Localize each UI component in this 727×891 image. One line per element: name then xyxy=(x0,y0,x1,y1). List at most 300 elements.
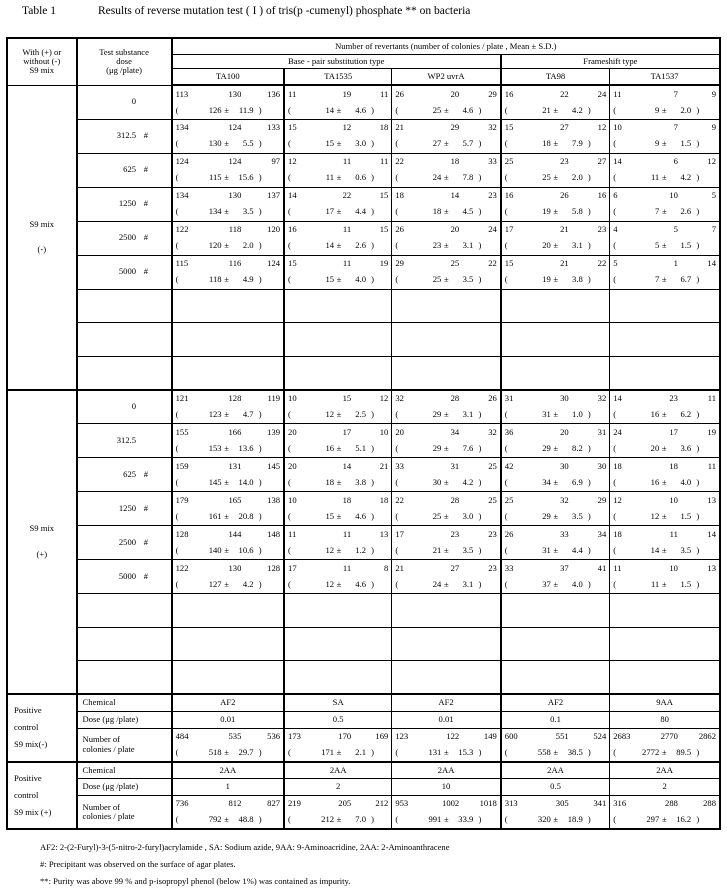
colony-count: 313 xyxy=(504,798,518,809)
plus-minus: ± xyxy=(661,814,667,825)
cell-ta1537 xyxy=(610,187,720,221)
colony-count: 5 xyxy=(711,190,716,201)
plus-minus: ± xyxy=(224,172,229,183)
mean-value: 25 xyxy=(432,510,442,521)
plus-minus: ± xyxy=(336,510,342,521)
s9-plus-label-line: S9 mix xyxy=(29,523,55,534)
mean-sd xyxy=(395,509,496,525)
mean-sd xyxy=(288,136,388,152)
mean-sd xyxy=(176,204,280,220)
colony-count: 17 xyxy=(669,426,678,437)
open-paren: ( xyxy=(288,746,291,757)
empty-cell xyxy=(610,289,720,323)
close-paren: ) xyxy=(258,578,262,589)
s9-minus-row xyxy=(7,119,720,153)
plus-minus: ± xyxy=(661,510,667,521)
colony-count: 14 xyxy=(342,460,352,471)
close-paren: ) xyxy=(258,476,262,487)
sd-value: 15.6 xyxy=(238,172,254,183)
colony-count: 145 xyxy=(267,460,281,471)
positive-control-plus-label-line: Positive xyxy=(14,772,42,783)
dose-label: Dose (μg /plate) xyxy=(77,711,172,728)
mean-value: 29 xyxy=(542,442,551,453)
plus-minus: ± xyxy=(443,104,449,115)
cell-ta100 xyxy=(172,119,284,153)
precipitant-mark: # xyxy=(143,130,149,141)
plus-minus: ± xyxy=(443,138,449,149)
colony-count: 33 xyxy=(488,156,497,167)
colony-count: 30 xyxy=(560,460,569,471)
mean-value: 9 xyxy=(654,138,660,149)
colony-count: 29 xyxy=(488,88,497,99)
colony-count: 23 xyxy=(488,528,497,539)
empty-cell xyxy=(284,594,392,628)
mean-value: 131 xyxy=(428,746,442,757)
colony-count: 11 xyxy=(707,460,716,471)
mean-sd xyxy=(395,272,496,288)
mean-sd xyxy=(613,812,716,828)
cell-ta1535 xyxy=(284,458,392,492)
close-paren: ) xyxy=(371,510,375,521)
colony-count: 144 xyxy=(228,528,242,539)
colony-count: 130 xyxy=(228,190,242,201)
mean-value: 7 xyxy=(654,274,660,285)
mean-value: 153 xyxy=(208,442,222,453)
open-paren: ( xyxy=(175,578,179,589)
plus-minus: ± xyxy=(661,206,667,217)
mean-sd xyxy=(505,170,606,186)
open-paren: ( xyxy=(395,746,399,757)
mean-sd xyxy=(176,272,280,288)
mean-sd xyxy=(395,577,496,593)
plus-minus: ± xyxy=(443,409,449,420)
colony-count: 11 xyxy=(342,156,352,167)
plus-minus: ± xyxy=(443,274,449,285)
plus-minus: ± xyxy=(336,172,342,183)
colony-count: 23 xyxy=(488,562,497,573)
colony-counts xyxy=(613,527,716,543)
precipitant-mark: # xyxy=(143,468,149,479)
close-paren: ) xyxy=(478,172,482,183)
cell-ta100 xyxy=(172,390,284,424)
open-paren: ( xyxy=(613,476,617,487)
colony-count: 11 xyxy=(613,562,622,573)
colony-count: 13 xyxy=(379,528,389,539)
mean-sd xyxy=(395,238,496,254)
colony-count: 16 xyxy=(504,88,514,99)
colony-counts xyxy=(288,256,388,272)
sd-value: 3.1 xyxy=(572,240,583,251)
mean-value: 17 xyxy=(325,206,335,217)
mean-value: 25 xyxy=(432,104,442,115)
close-paren: ) xyxy=(587,746,591,757)
colony-count: 18 xyxy=(342,494,352,505)
plus-minus: ± xyxy=(553,138,559,149)
mean-value: 15 xyxy=(325,510,335,521)
plus-minus: ± xyxy=(443,172,449,183)
close-paren: ) xyxy=(587,510,591,521)
colony-counts xyxy=(613,796,716,812)
colony-counts xyxy=(395,527,496,543)
open-paren: ( xyxy=(504,138,508,149)
colony-count: 124 xyxy=(267,258,281,269)
empty-cell xyxy=(392,661,501,695)
empty-cell xyxy=(610,627,720,661)
dose-header-line: Test substance xyxy=(99,46,149,57)
open-paren: ( xyxy=(504,104,508,115)
empty-dose-cell xyxy=(77,627,172,661)
colony-count: 15 xyxy=(504,258,514,269)
colony-count: 12 xyxy=(288,156,297,167)
colony-counts xyxy=(288,120,388,136)
s9-plus-row xyxy=(7,594,720,628)
s9-minus-row xyxy=(7,187,720,221)
plus-minus: ± xyxy=(443,814,449,825)
positive-control-plus-label-line: S9 mix (+) xyxy=(14,806,52,817)
colony-count: 30 xyxy=(597,460,607,471)
cell-ta98 xyxy=(501,119,610,153)
colonies-label-line: Number of xyxy=(82,734,121,745)
colony-counts xyxy=(395,188,496,204)
empty-cell xyxy=(172,594,284,628)
empty-cell xyxy=(501,323,610,357)
precipitant-mark: # xyxy=(143,198,149,209)
s9-plus-label xyxy=(7,390,77,695)
colony-count: 165 xyxy=(228,494,242,505)
close-paren: ) xyxy=(587,172,591,183)
sd-value: 18.9 xyxy=(567,814,583,825)
sd-value: 3.5 xyxy=(462,544,474,555)
colony-counts xyxy=(176,222,280,238)
mean-value: 11 xyxy=(650,578,660,589)
open-paren: ( xyxy=(395,104,399,115)
plus-minus: ± xyxy=(553,240,559,251)
colony-counts xyxy=(395,425,496,441)
empty-dose-cell xyxy=(77,356,172,390)
plus-minus: ± xyxy=(224,274,229,285)
plus-minus: ± xyxy=(336,274,342,285)
colony-counts xyxy=(176,561,280,577)
mean-value: 20 xyxy=(650,442,660,453)
plus-minus: ± xyxy=(443,746,449,757)
colony-count: 21 xyxy=(395,122,404,133)
open-paren: ( xyxy=(175,138,179,149)
mean-value: 18 xyxy=(325,476,335,487)
plus-minus: ± xyxy=(336,578,342,589)
close-paren: ) xyxy=(587,544,591,555)
plus-minus: ± xyxy=(443,206,449,217)
mean-value: 21 xyxy=(432,544,442,555)
mean-sd xyxy=(505,745,606,761)
positive-control-minus-label-line: control xyxy=(14,722,39,733)
colony-count: 17 xyxy=(395,528,404,539)
mean-value: 29 xyxy=(432,442,442,453)
colony-count: 28 xyxy=(450,494,460,505)
dose-value: 5000 xyxy=(118,570,137,581)
open-paren: ( xyxy=(613,578,617,589)
empty-dose-cell xyxy=(77,661,172,695)
plus-minus: ± xyxy=(336,746,342,757)
open-paren: ( xyxy=(613,138,617,149)
close-paren: ) xyxy=(258,814,262,825)
plus-minus: ± xyxy=(661,240,667,251)
colony-count: 212 xyxy=(375,798,389,809)
open-paren: ( xyxy=(175,104,179,115)
sd-value: 4.4 xyxy=(355,206,367,217)
sd-value: 20.8 xyxy=(238,510,254,521)
colony-count: 2683 xyxy=(613,730,631,741)
dose-cell xyxy=(77,187,172,221)
colony-counts xyxy=(176,154,280,170)
s9-plus-label-line: (+) xyxy=(36,548,48,559)
dose-cell xyxy=(77,492,172,526)
colony-count: 128 xyxy=(175,528,189,539)
colony-count: 97 xyxy=(271,156,281,167)
colony-counts xyxy=(288,391,388,407)
dose-value: 312.5 xyxy=(116,434,137,445)
colony-count: 33 xyxy=(504,562,514,573)
precipitant-mark: # xyxy=(143,570,149,581)
sd-value: 2.5 xyxy=(355,409,367,420)
mean-value: 20 xyxy=(542,240,551,251)
cell-ta98 xyxy=(501,221,610,255)
colony-count: 29 xyxy=(597,494,607,505)
open-paren: ( xyxy=(613,104,617,115)
plus-minus: ± xyxy=(661,172,667,183)
colony-count: 123 xyxy=(395,730,409,741)
footnote-abbreviations: AF2: 2-(2-Furyl)-3-(5-nitro-2-furyl)acrylamide , SA: Sodium azide, 9AA: 9-Aminoacridine, 2AA: 2-Aminoanthracene xyxy=(40,842,450,852)
colony-count: 134 xyxy=(175,122,189,133)
close-paren: ) xyxy=(696,104,700,115)
colony-counts xyxy=(288,729,388,745)
colony-count: 22 xyxy=(488,258,497,269)
colony-counts xyxy=(395,561,496,577)
colony-counts xyxy=(395,459,496,475)
mean-value: 15 xyxy=(325,138,335,149)
open-paren: ( xyxy=(504,409,508,420)
mean-value: 120 xyxy=(208,240,222,251)
colony-counts xyxy=(288,222,388,238)
open-paren: ( xyxy=(175,544,179,555)
plus-minus: ± xyxy=(553,510,559,521)
open-paren: ( xyxy=(175,476,179,487)
close-paren: ) xyxy=(696,240,700,251)
colony-count: 124 xyxy=(228,156,242,167)
colony-count: 130 xyxy=(228,562,242,573)
dose-cell xyxy=(77,153,172,187)
dose-ta1535: 2 xyxy=(284,779,392,796)
dose-ta98: 0.1 xyxy=(501,711,610,728)
colony-count: 1002 xyxy=(442,798,460,809)
sd-value: 2.0 xyxy=(572,172,583,183)
colony-count: 26 xyxy=(395,88,404,99)
cell-ta1535 xyxy=(284,221,392,255)
cell-ta1535 xyxy=(284,424,392,458)
mean-value: 34 xyxy=(542,476,551,487)
empty-dose-cell xyxy=(77,594,172,628)
s9-header-line: With (+) or xyxy=(22,46,62,57)
colony-count: 137 xyxy=(267,190,281,201)
open-paren: ( xyxy=(613,544,617,555)
colony-count: 133 xyxy=(267,122,281,133)
mean-sd xyxy=(505,812,606,828)
open-paren: ( xyxy=(288,206,291,217)
dose-column-header xyxy=(77,38,172,85)
colony-count: 11 xyxy=(288,528,297,539)
colony-count: 148 xyxy=(267,528,281,539)
colony-counts xyxy=(395,86,496,102)
colony-count: 169 xyxy=(375,730,389,741)
colonies-label xyxy=(77,728,172,762)
colony-count: 116 xyxy=(228,258,242,269)
colony-counts xyxy=(395,154,496,170)
plus-minus: ± xyxy=(224,442,229,453)
colony-count: 11 xyxy=(342,528,352,539)
mean-value: 115 xyxy=(209,172,222,183)
plus-minus: ± xyxy=(661,578,667,589)
colony-count: 23 xyxy=(669,393,678,404)
strain-ta100-header: TA100 xyxy=(172,69,284,86)
open-paren: ( xyxy=(175,510,179,521)
cell-wp2-uvra xyxy=(392,458,501,492)
cell-ta98 xyxy=(501,255,610,289)
colony-count: 12 xyxy=(342,122,352,133)
colony-count: 32 xyxy=(560,494,569,505)
sd-value: 4.6 xyxy=(355,578,367,589)
precipitant-mark: # xyxy=(143,536,149,547)
colony-counts xyxy=(395,796,496,812)
mean-sd xyxy=(288,407,388,423)
close-paren: ) xyxy=(478,544,482,555)
sd-value: 2.6 xyxy=(680,206,692,217)
close-paren: ) xyxy=(371,578,375,589)
sd-value: 3.1 xyxy=(462,409,474,420)
mean-value: 29 xyxy=(432,409,442,420)
colony-count: 26 xyxy=(504,528,514,539)
colony-count: 1018 xyxy=(479,798,497,809)
colony-count: 12 xyxy=(597,122,607,133)
open-paren: ( xyxy=(613,510,617,521)
colony-count: 27 xyxy=(450,562,460,573)
colony-count: 4 xyxy=(613,224,618,235)
close-paren: ) xyxy=(587,274,591,285)
cell-ta1537 xyxy=(610,390,720,424)
cell-ta1535 xyxy=(284,526,392,560)
close-paren: ) xyxy=(258,206,262,217)
dose-header-line: dose xyxy=(116,56,132,67)
chemical-ta98: AF2 xyxy=(501,694,610,711)
mean-value: 7 xyxy=(654,206,660,217)
plus-minus: ± xyxy=(336,442,342,453)
mean-value: 37 xyxy=(542,578,551,589)
mean-value: 24 xyxy=(432,172,442,183)
mean-sd xyxy=(288,102,388,118)
empty-cell xyxy=(501,594,610,628)
colony-count: 10 xyxy=(669,562,678,573)
colony-count: 16 xyxy=(597,190,607,201)
cell-wp2-uvra xyxy=(392,255,501,289)
colony-counts xyxy=(176,120,280,136)
strain-ta98-header: TA98 xyxy=(501,69,610,86)
cell-ta1537 xyxy=(610,458,720,492)
positive-control-minus-chemical-row xyxy=(7,694,720,711)
colony-counts xyxy=(176,729,280,745)
colony-count: 16 xyxy=(504,190,514,201)
s9-plus-row xyxy=(7,390,720,424)
sd-value: 4.2 xyxy=(242,578,254,589)
plus-minus: ± xyxy=(443,476,449,487)
cell-ta1535 xyxy=(284,492,392,526)
sd-value: 16.2 xyxy=(676,814,692,825)
cell-ta1535 xyxy=(284,153,392,187)
sd-value: 3.0 xyxy=(462,510,474,521)
close-paren: ) xyxy=(371,544,375,555)
mean-sd xyxy=(395,543,496,559)
close-paren: ) xyxy=(587,476,591,487)
mean-sd xyxy=(613,441,716,457)
cell-ta100 xyxy=(172,85,284,119)
colony-count: 122 xyxy=(175,224,189,235)
chemical-label: Chemical xyxy=(77,694,172,711)
mean-value: 27 xyxy=(432,138,442,149)
open-paren: ( xyxy=(395,274,399,285)
colony-count: 484 xyxy=(175,730,189,741)
sd-value: 3.5 xyxy=(242,206,254,217)
cell-wp2-uvra xyxy=(392,560,501,594)
plus-minus: ± xyxy=(336,814,342,825)
mean-value: 2772 xyxy=(642,746,660,757)
precipitant-mark: # xyxy=(143,266,149,277)
dose-wp2-uvra: 0.01 xyxy=(392,711,501,728)
colony-count: 12 xyxy=(379,393,389,404)
mean-sd xyxy=(505,441,606,457)
plus-minus: ± xyxy=(553,206,559,217)
empty-dose-cell xyxy=(77,323,172,357)
mean-value: 123 xyxy=(208,409,222,420)
colony-count: 25 xyxy=(488,460,497,471)
colony-count: 535 xyxy=(228,730,242,741)
cell-ta100 xyxy=(172,796,284,830)
dose-cell xyxy=(77,255,172,289)
colony-count: 34 xyxy=(597,528,607,539)
colony-count: 173 xyxy=(288,730,301,741)
sd-value: 1.5 xyxy=(680,510,692,521)
dose-cell xyxy=(77,221,172,255)
colony-count: 121 xyxy=(175,393,189,404)
positive-control-plus-dose-row xyxy=(7,779,720,796)
mean-sd xyxy=(505,577,606,593)
colony-count: 341 xyxy=(593,798,607,809)
colony-count: 11 xyxy=(613,88,622,99)
mean-value: 140 xyxy=(208,544,222,555)
cell-ta1535 xyxy=(284,796,392,830)
colony-count: 122 xyxy=(446,730,460,741)
mean-sd xyxy=(288,475,388,491)
precipitant-mark: # xyxy=(143,164,149,175)
sd-value: 4.4 xyxy=(572,544,583,555)
dose-cell xyxy=(77,85,172,119)
mean-value: 18 xyxy=(432,206,442,217)
s9-plus-row xyxy=(7,627,720,661)
sd-value: 2.6 xyxy=(355,240,367,251)
dose-label: Dose (μg /plate) xyxy=(77,779,172,796)
sd-value: 14.0 xyxy=(238,476,254,487)
mean-sd xyxy=(505,238,606,254)
mean-value: 12 xyxy=(325,544,335,555)
empty-cell xyxy=(392,627,501,661)
colony-count: 10 xyxy=(669,190,678,201)
sd-value: 2.0 xyxy=(242,240,254,251)
